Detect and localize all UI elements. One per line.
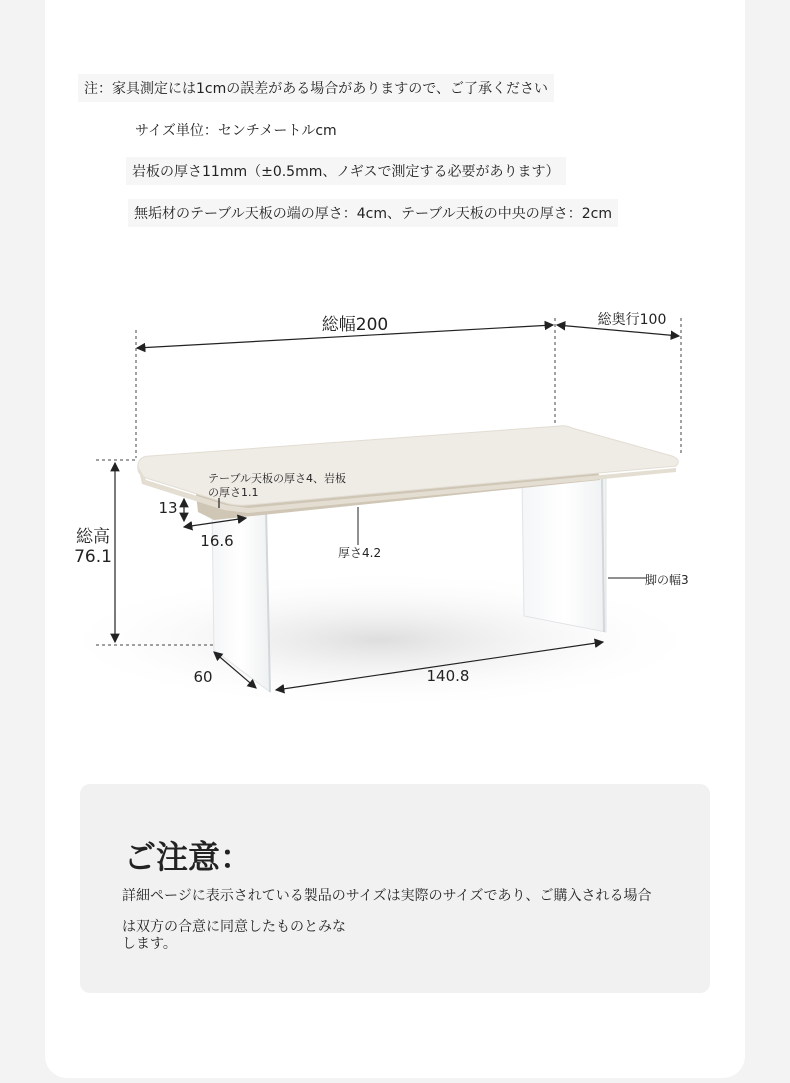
notice-line3: します。 (122, 936, 177, 952)
total-height-value: 76.1 (74, 547, 112, 567)
notice-title: ご注意： (124, 838, 253, 876)
table-dimension-diagram (0, 280, 790, 740)
frame-thickness-label: 厚さ4.2 (338, 546, 382, 560)
notice-line1: 詳細ページに表示されている製品のサイズは実際のサイズであり、ご購入される場合 (122, 888, 652, 904)
unit-note: サイズ単位：センチメートルcm (135, 123, 337, 139)
notice-line2: は双方の合意に同意したものとみな (122, 919, 346, 935)
total-height-label: 総高 (76, 527, 110, 547)
error-note: 注：家具測定には1cmの誤差がある場合がありますので、ご了承ください (78, 74, 554, 102)
floor-shadow (50, 570, 710, 710)
total-width-label: 総幅200 (321, 315, 389, 335)
wood-thickness-note: 無垢材のテーブル天板の端の厚さ：4cm、テーブル天板の中央の厚さ：2cm (128, 199, 618, 227)
total-depth-label: 総奥行100 (597, 312, 667, 328)
stone-thickness-note: 岩板の厚さ11mm（±0.5mm、ノギスで測定する必要があります） (126, 157, 566, 185)
dim-16-6: 16.6 (200, 532, 234, 550)
top-thickness-line1: テーブル天板の厚さ4、岩板 (208, 472, 347, 485)
leg-width-label: 脚の幅3 (645, 573, 689, 587)
dim-140-8: 140.8 (426, 667, 470, 685)
top-thickness-line2: の厚さ1.1 (208, 486, 259, 499)
dim-60: 60 (193, 668, 213, 686)
notice-box (80, 784, 710, 993)
right-glass-leg (522, 476, 606, 632)
dim-13: 13 (158, 499, 178, 517)
